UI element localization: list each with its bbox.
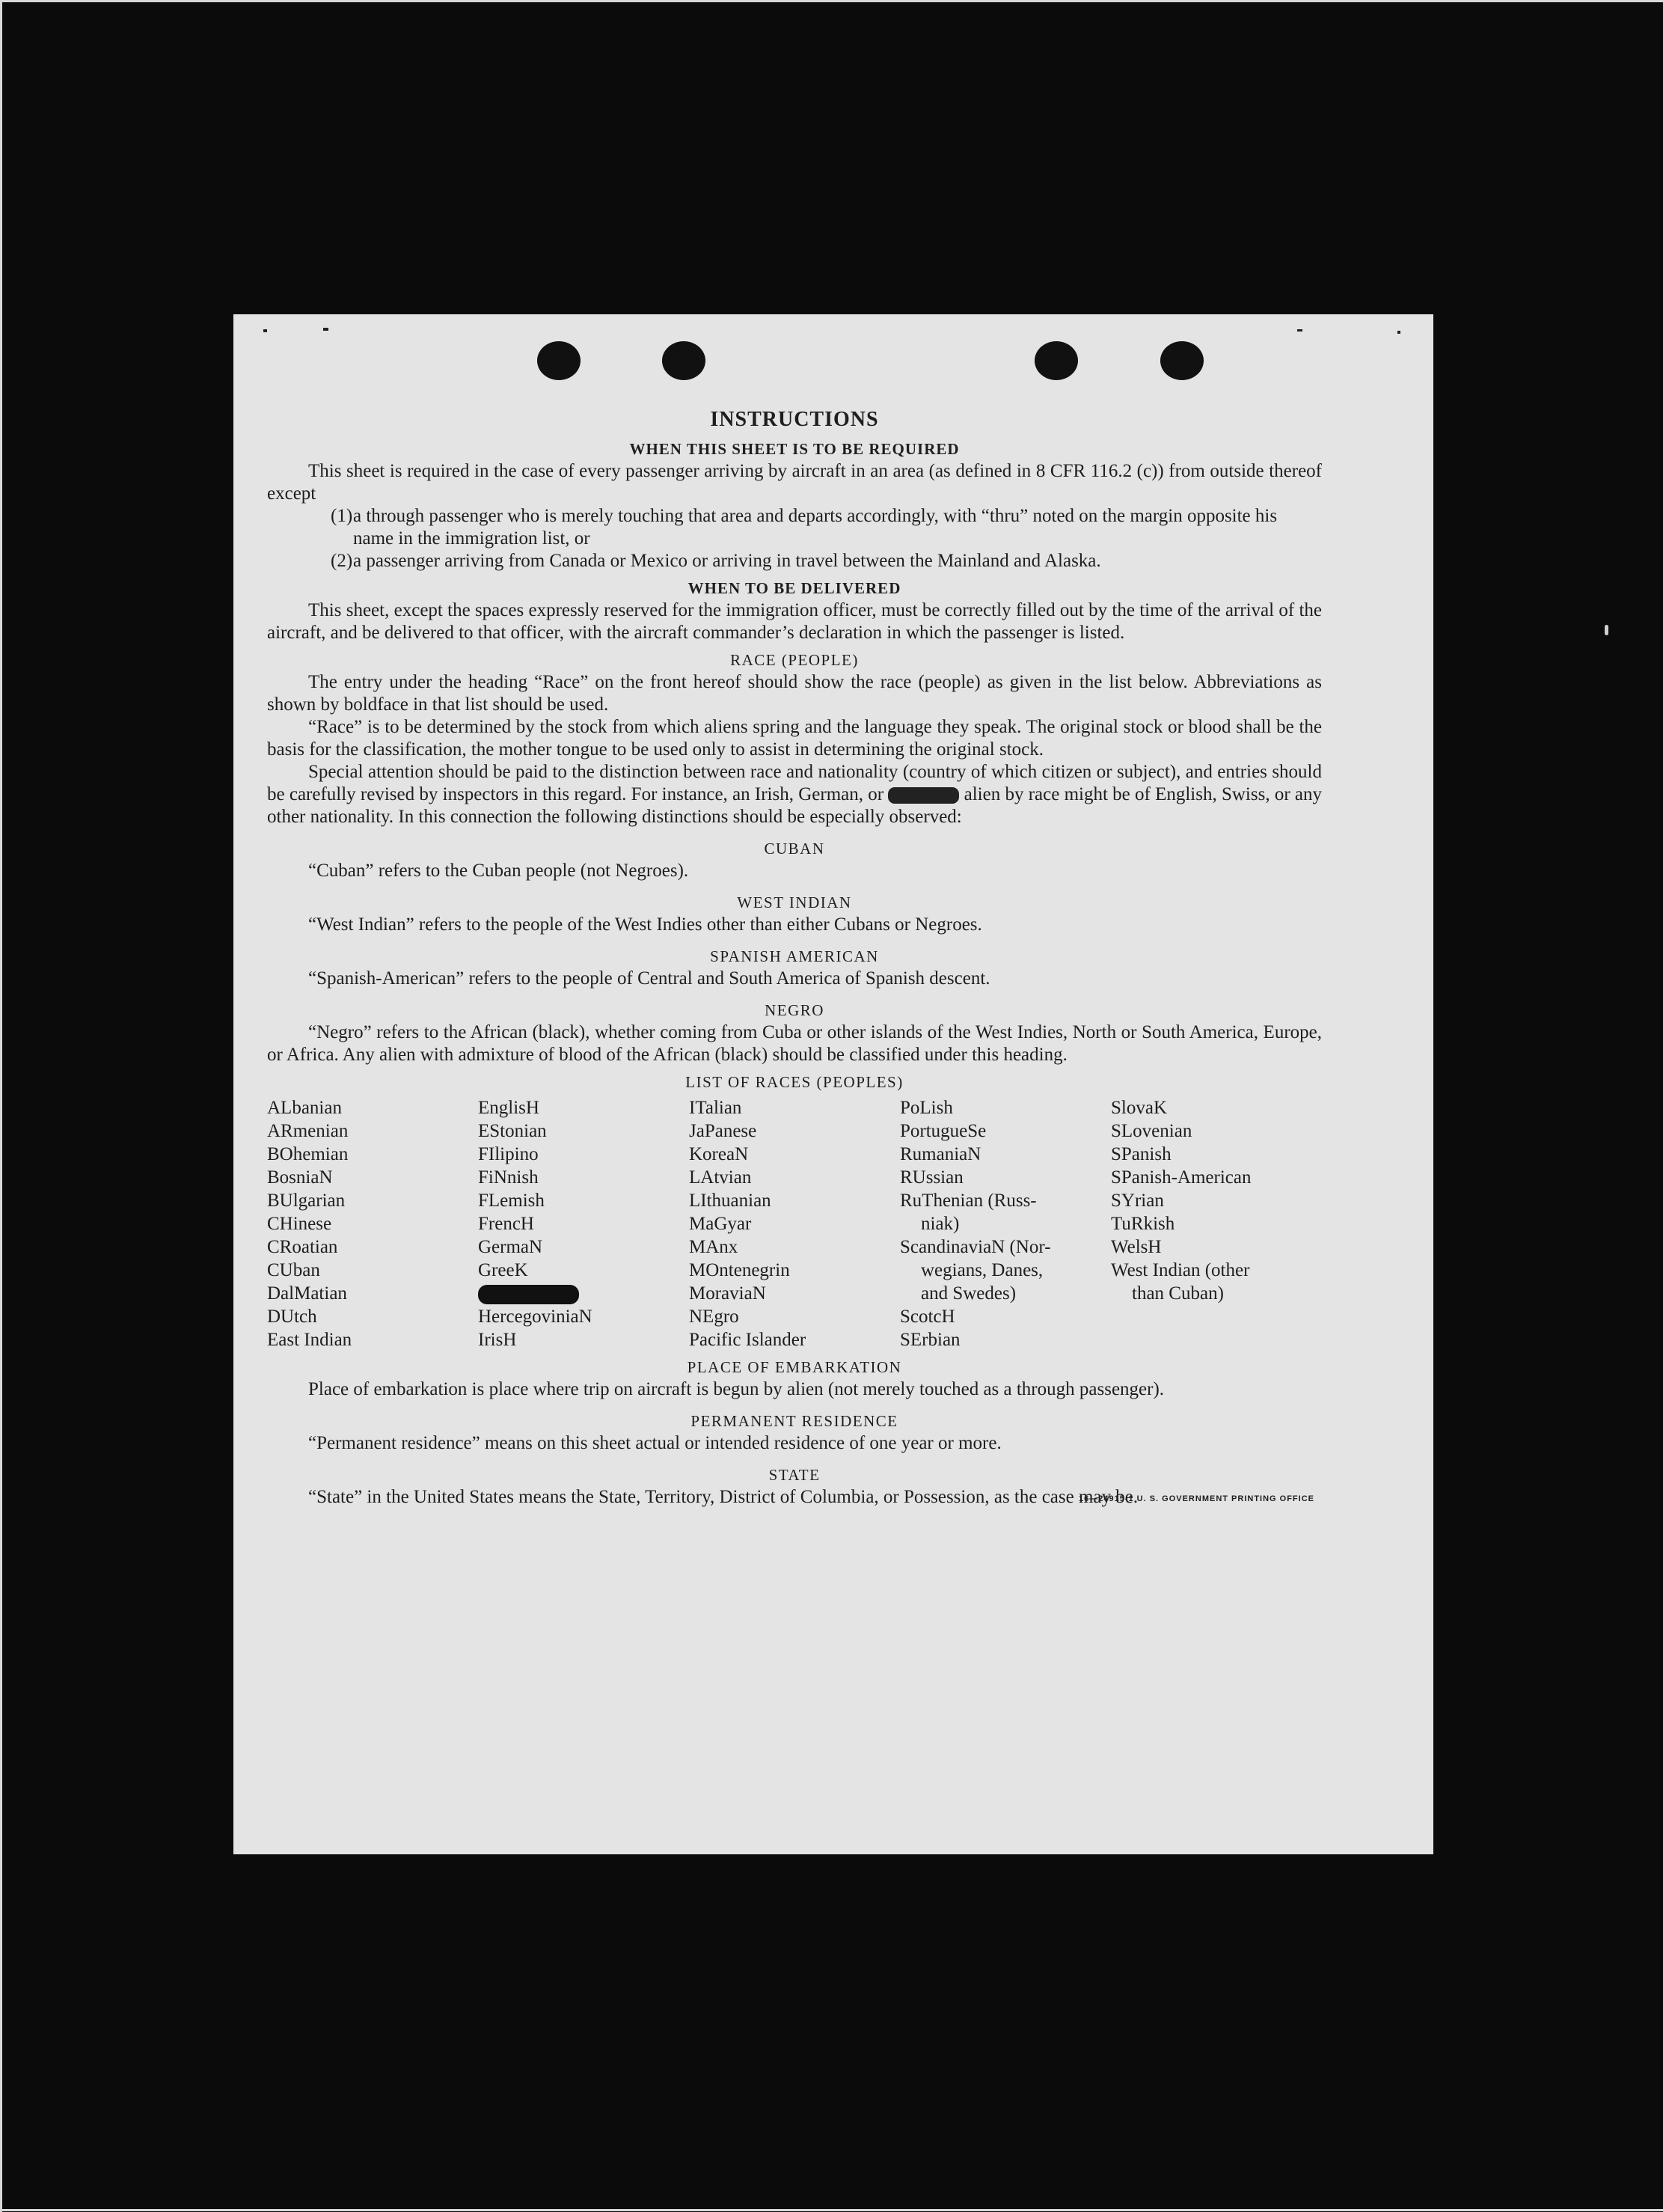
race-column	[689, 1096, 900, 1351]
race-item: MaGyar	[689, 1214, 752, 1234]
race-item: Pacific Islander	[689, 1330, 806, 1350]
race-item: SYrian	[1111, 1191, 1164, 1211]
race-column	[478, 1096, 689, 1351]
race-item: than Cuban)	[1132, 1283, 1224, 1304]
race-item: JaPanese	[689, 1121, 757, 1141]
state-section	[267, 1486, 1322, 1509]
race-item: SErbian	[900, 1330, 961, 1350]
race-item: ALbanian	[267, 1098, 342, 1118]
race-column	[1111, 1096, 1322, 1351]
race-item: MOntenegrin	[689, 1260, 790, 1280]
section-heading-residence: PERMANENT RESIDENCE	[690, 1412, 898, 1430]
speck	[1397, 331, 1400, 334]
race-item: FIlipino	[478, 1144, 539, 1164]
instructions-body	[267, 408, 1322, 1509]
race-item: MoraviaN	[689, 1283, 766, 1304]
punch-hole	[1160, 341, 1204, 380]
race-item: FiNnish	[478, 1167, 539, 1188]
race-item: CRoatian	[267, 1237, 338, 1257]
race-item: PortugueSe	[900, 1121, 987, 1141]
printer-code: 16—24915-1 U. S. GOVERNMENT PRINTING OFFICE	[1078, 1494, 1314, 1503]
section-heading-required: WHEN THIS SHEET IS TO BE REQUIRED	[629, 440, 960, 458]
race-item: ITalian	[689, 1098, 742, 1118]
punch-hole	[1035, 341, 1078, 380]
race-item: HercegoviniaN	[478, 1307, 592, 1327]
race-item: East Indian	[267, 1330, 352, 1350]
race-item: BUlgarian	[267, 1191, 346, 1211]
section-heading-embarkation: PLACE OF EMBARKATION	[687, 1358, 902, 1376]
punch-hole	[662, 341, 705, 380]
state-text: “State” in the United States means the State, Territory, District of Columbia, or Possession, as the case may be.	[308, 1487, 1139, 1507]
title: INSTRUCTIONS	[710, 408, 879, 431]
race-list	[267, 1096, 1322, 1351]
race-paragraph: The entry under the heading “Race” on the front hereof should show the race (people) as given in the list below. Abbreviations as shown by boldface in that list should be used.	[267, 672, 1322, 715]
section-heading-negro: NEGRO	[765, 1001, 824, 1019]
race-column	[267, 1096, 478, 1351]
race-paragraph: Special attention should be paid to the distinction between race and nationality (country of which citizen or subject), and entries should be carefully revised by inspectors in this regard. For instance, an Irish, German, or alien by race might be of English, Swiss, or any other nationality. In this connection the following distinctions should be especially observed:	[267, 762, 1323, 827]
race-item: and Swedes)	[921, 1283, 1017, 1304]
race-item: EnglisH	[478, 1098, 539, 1118]
race-item: BosniaN	[267, 1167, 333, 1188]
race-item: niak)	[921, 1214, 960, 1234]
race-column	[900, 1096, 1111, 1351]
race-item: TuRkish	[1111, 1214, 1175, 1234]
race-item: PoLish	[900, 1098, 953, 1118]
race-item: ScotcH	[900, 1307, 955, 1327]
race-item: FrencH	[478, 1214, 534, 1234]
section-heading-cuban: CUBAN	[764, 840, 825, 858]
race-item: RumaniaN	[900, 1144, 981, 1164]
race-item: RUssian	[900, 1167, 964, 1188]
race-item: LIthuanian	[689, 1191, 771, 1211]
race-item: NEgro	[689, 1307, 739, 1327]
section-heading-race: RACE (PEOPLE)	[730, 651, 859, 669]
race-item: ScandinaviaN (Nor-	[900, 1237, 1051, 1257]
race-item: wegians, Danes,	[921, 1260, 1044, 1280]
speck	[323, 328, 328, 331]
race-item: FLemish	[478, 1191, 545, 1211]
race-item: CHinese	[267, 1214, 332, 1234]
redaction-mark	[478, 1285, 579, 1304]
race-item: SlovaK	[1111, 1098, 1167, 1118]
punch-hole	[537, 341, 581, 380]
section-heading-state: STATE	[768, 1466, 821, 1484]
race-item: RuThenian (Russ-	[900, 1191, 1037, 1211]
exception-item: (1)a through passenger who is merely touching that area and departs accordingly, with “thru” noted on the margin opposite his name in the immigration list, or	[331, 506, 1278, 549]
section-heading-delivered: WHEN TO BE DELIVERED	[687, 579, 901, 597]
spanish-american-text: “Spanish-American” refers to the people of Central and South America of Spanish descent.	[308, 968, 990, 989]
exception-item: (2)a passenger arriving from Canada or Mexico or arriving in travel between the Mainland and Alaska.	[331, 551, 1101, 571]
embarkation-text: Place of embarkation is place where trip on aircraft is begun by alien (not merely touched as a through passenger).	[308, 1379, 1165, 1399]
negro-text: “Negro” refers to the African (black), whether coming from Cuba or other islands of the West Indies, North or South America, Europe, or Africa. Any alien with admixture of blood of the African (black) should be classified under this heading.	[267, 1022, 1322, 1065]
race-paragraph: “Race” is to be determined by the stock from which aliens spring and the language they speak. The original stock or blood shall be the basis for the classification, the mother tongue to be used only to assist in determining the original stock.	[267, 717, 1322, 760]
race-item: SPanish-American	[1111, 1167, 1252, 1188]
instruction-sheet	[233, 314, 1433, 1854]
race-item: CUban	[267, 1260, 320, 1280]
required-text: This sheet is required in the case of every passenger arriving by aircraft in an area (as defined in 8 CFR 116.2 (c)) from outside thereof except	[267, 461, 1322, 504]
cuban-text: “Cuban” refers to the Cuban people (not Negroes).	[308, 861, 689, 881]
race-item: KoreaN	[689, 1144, 749, 1164]
section-heading-west-indian: WEST INDIAN	[737, 893, 852, 911]
race-item: West Indian (other	[1111, 1260, 1250, 1280]
west-indian-text: “West Indian” refers to the people of the West Indies other than either Cubans or Negroes.	[308, 914, 982, 935]
speck	[263, 329, 267, 332]
speck	[1605, 625, 1608, 635]
race-item: BOhemian	[267, 1144, 349, 1164]
delivered-text: This sheet, except the spaces expressly reserved for the immigration officer, must be correctly filled out by the time of the arrival of the aircraft, and be delivered to that officer, with the aircraft commander’s declaration in which the passenger is listed.	[267, 600, 1322, 643]
section-heading-spanish-american: SPANISH AMERICAN	[710, 947, 879, 965]
race-item: WelsH	[1111, 1237, 1162, 1257]
residence-text: “Permanent residence” means on this sheet actual or intended residence of one year or more.	[308, 1433, 1002, 1453]
speck	[1297, 329, 1302, 332]
race-item: EStonian	[478, 1121, 547, 1141]
race-item: SPanish	[1111, 1144, 1172, 1164]
frame-border-bottom	[0, 2209, 1663, 2211]
race-item: GreeK	[478, 1260, 528, 1280]
frame-border-top	[0, 0, 1663, 2]
frame-border-left	[0, 0, 2, 2212]
race-item: LAtvian	[689, 1167, 752, 1188]
race-item: IrisH	[478, 1330, 517, 1350]
race-item: DUtch	[267, 1307, 317, 1327]
race-item: ARmenian	[267, 1121, 349, 1141]
race-item-redacted	[478, 1282, 689, 1305]
redaction-mark	[888, 787, 959, 804]
exception-list	[267, 505, 1322, 572]
race-item: MAnx	[689, 1237, 738, 1257]
race-item: GermaN	[478, 1237, 543, 1257]
race-item: DalMatian	[267, 1283, 347, 1304]
section-heading-list-of-races: LIST OF RACES (PEOPLES)	[685, 1073, 904, 1091]
race-item: SLovenian	[1111, 1121, 1192, 1141]
